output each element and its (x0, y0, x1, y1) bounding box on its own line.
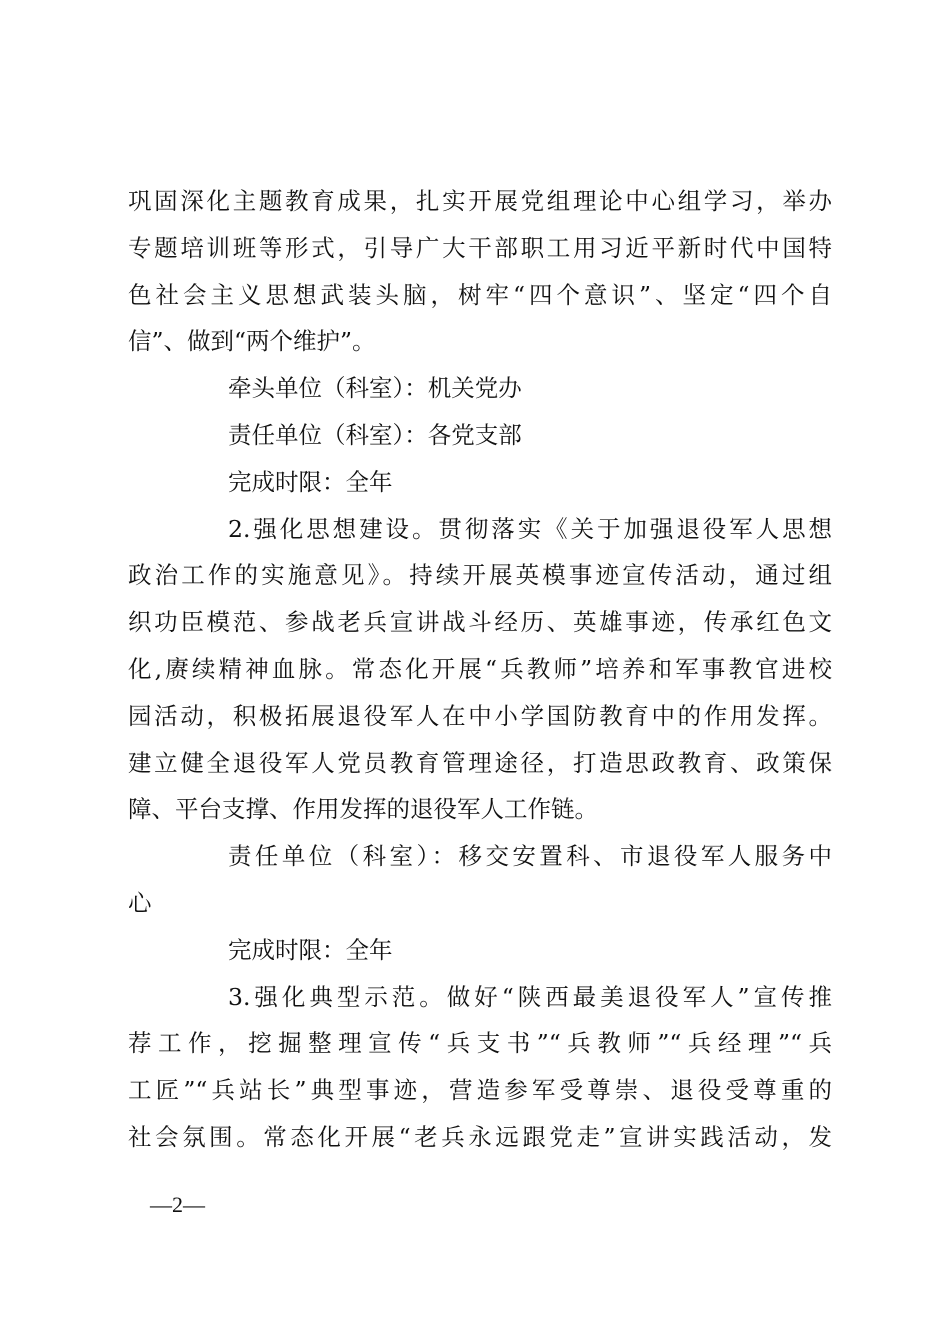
body-line: 社会氛围。常态化开展“老兵永远跟党走”宣讲实践活动，发 (128, 1122, 832, 1151)
document-body (128, 178, 832, 1161)
responsible-unit: 责任单位（科室）：移交安置科、市退役军人服务中 (228, 842, 832, 871)
page-number: —2— (150, 1192, 205, 1217)
responsible-unit-continued: 心 (128, 888, 152, 917)
body-line: 信”、做到“两个维护”。 (128, 327, 376, 356)
body-line: 园活动，积极拓展退役军人在中小学国防教育中的作用发挥。 (128, 701, 832, 730)
lead-unit: 牵头单位（科室）：机关党办 (228, 374, 522, 403)
body-line: 荐工作，挖掘整理宣传“兵支书”“兵教师”“兵经理”“兵 (128, 1029, 832, 1058)
deadline: 完成时限：全年 (228, 467, 393, 496)
body-line: 化,赓续精神血脉。常态化开展“兵教师”培养和军事教官进校 (128, 654, 832, 683)
body-line: 政治工作的实施意见》。持续开展英模事迹宣传活动，通过组 (128, 561, 832, 590)
body-line: 专题培训班等形式，引导广大干部职工用习近平新时代中国特 (128, 233, 832, 262)
responsible-unit: 责任单位（科室）：各党支部 (228, 420, 522, 449)
body-line: 工匠”“兵站长”典型事迹，营造参军受尊崇、退役受尊重的 (128, 1076, 832, 1105)
body-line: 织功臣模范、参战老兵宣讲战斗经历、英雄事迹，传承红色文 (128, 608, 832, 637)
body-line: 巩固深化主题教育成果，扎实开展党组理论中心组学习，举办 (128, 187, 832, 215)
item-heading-line: 2.强化思想建设。贯彻落实《关于加强退役军人思想 (228, 514, 832, 543)
body-line: 建立健全退役军人党员教育管理途径，打造思政教育、政策保 (128, 748, 832, 777)
deadline: 完成时限：全年 (228, 935, 393, 964)
body-line: 障、平台支撑、作用发挥的退役军人工作链。 (128, 795, 598, 824)
body-line: 色社会主义思想武装头脑，树牢“四个意识”、坚定“四个自 (128, 280, 832, 309)
item-heading-line: 3.强化典型示范。做好“陕西最美退役军人”宣传推 (228, 982, 832, 1011)
